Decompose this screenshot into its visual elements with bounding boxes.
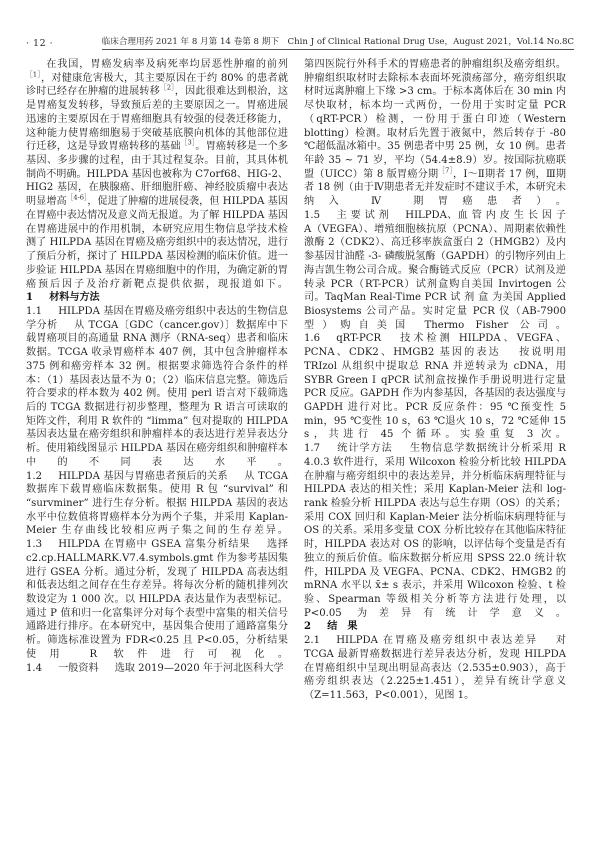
section-1-3-number: 1.3 bbox=[26, 539, 43, 551]
section-1-6 bbox=[304, 332, 566, 442]
section-heading-2 bbox=[304, 620, 566, 634]
paragraph-intro bbox=[26, 58, 288, 291]
section-1-3-text: 选择 c2.cp.HALLMARK.V7.4.symbols.gmt 作为参考基因集进行 GSEA 分析。通过分析，发现了 HILPDA 高表达组和低表达组之间存在生存差异。将每次分析的随机排列次数设定为 1 000 次。以 HILPDA 表达量作为表型标记。通过 P 值和归一化富集评分对每个表型中富集的相关信号通路进行排序。在本研究中，基因集合使用了通路富集分析。筛选标准设置为 FDR<0.25 且 P<0.05，分析结果使用 R 软件进行可视化。 bbox=[26, 539, 288, 660]
section-2-1-number: 2.1 bbox=[304, 635, 321, 647]
section-1-5-number: 1.5 bbox=[304, 209, 321, 221]
body-columns bbox=[26, 58, 574, 703]
section-1-4-cont-text-a: 第四医院行外科手术的胃癌患者的肿瘤组织及癌旁组织。肿瘤组织取材时去除标本表面坏死溃疡部分，癌旁组织取材时远离肿瘤上下缘 >3 cm。于标本离体后在 30 min 内尽快取材，标本均一式两份，一份用于实时定量 PCR（qRT-PCR）检测，一份用于蛋白印迹（Western blotting）检测。取材后先置于液氮中，然后转存于 -80 ℃超低温冰箱中。35 例患者中男 25 例，女 10 例。患者年龄 35 ~ 71 岁，平均（54.4±8.9）岁。按国际抗癌联盟（UICC）第 8 版胃癌分期 bbox=[304, 59, 566, 180]
section-1-7-title: 统计学方法 bbox=[336, 443, 393, 455]
section-1-7 bbox=[304, 442, 566, 620]
section-1-1-title: HILPDA 基因在胃癌及癌旁组织中表达的生物信息学分析 bbox=[26, 305, 288, 331]
section-2-1-title: HILPDA 在胃癌及癌旁组织中表达差异 bbox=[336, 635, 538, 647]
section-1-6-title: qRT-PCR bbox=[336, 333, 382, 345]
running-head bbox=[26, 30, 574, 50]
section-1-2-text: 从 TCGA 数据库下载胃癌临床数据集。使用 R 包 “survival” 和 “survminer” 进行生存分析。根据 HILPDA 基因的表达水平中位数值将胃癌样本分为两个子集，并采用 Kaplan-Meier 生存曲线比较相应两子集之间的生存差异。 bbox=[26, 470, 288, 537]
running-head-text: 临床合理用药 2021 年 8 月第 14 卷第 8 期下 Chin J of Clinical Rational Drug Use，August 2021，Vol.14 No.8C bbox=[101, 37, 574, 47]
section-1-4-cont-text-b: ，Ⅰ～Ⅱ期者 17 例，Ⅲ期者 18 例（由于Ⅳ期患者无并发症时不建议手术，本研究未纳入 Ⅳ 期胃癌患者）。 bbox=[304, 168, 566, 208]
section-2-1 bbox=[304, 634, 566, 703]
section-1-4-number: 1.4 bbox=[26, 662, 43, 674]
running-head-rule bbox=[102, 35, 574, 50]
intro-text-c: ，因此很难达到根治，这是胃癌复发转移，导致预后差的主要原因之一。胃癌进展迅速的主要原因在于胃癌细胞具有较强的侵袭迁移能力，这种能力使胃癌细胞易于突破基底膜向机体的其他部位进行迁移，这是导致胃癌转移的基础 bbox=[26, 86, 289, 153]
section-heading-1-title: 材料与方法 bbox=[49, 292, 100, 304]
section-1-6-title2: 技术检测 HILPDA、VEGFA、PCNA、CDK2、HMGB2 基因的表达 bbox=[304, 333, 566, 359]
section-1-5 bbox=[304, 209, 566, 332]
section-1-2-title: HILPDA 基因与胃癌患者预后的关系 bbox=[58, 470, 228, 482]
section-1-1-text: 从 TCGA〔GDC（cancer.gov）〕数据库中下载胃癌项目的高通量 RNA 测序（RNA-seq）患者和临床数据。TCGA 收录胃癌样本 407 例，其中包含肿瘤样本 375 例和癌旁样本 32 例。根据要求筛选符合条件的样本：（1）基因表达量不为 0；（2）临床信息完整。筛选后符合要求的样本数为 402 例。使用 perl 语言对下载筛选后的 TCGA 数据进行初步整理，整理为 R 语言可读取的矩阵文件，利用 R 软件的 “limma” 包对提取的 HILPDA 基因表达量在癌旁组织和肿瘤样本的表达进行差异表达分析。使用箱线图显示 HILPDA 基因在癌旁组织和肿瘤样本中的不同表达水平。 bbox=[26, 319, 289, 468]
ref-7: ［7］ bbox=[438, 166, 454, 175]
intro-text-e: ，促进了肿瘤的进展侵袭，但 HILPDA 基因在胃癌中表达情况及意义尚无报道。为了解 HILPDA 基因在胃癌进展中的作用机制，本研究应用生物信息学技术检测了 HILPDA 基因在胃癌及癌旁组织中的表达情况，进行了预后分析，探讨了 HILPDA 基因检测的临床价值。进一步验证 HILPDA 基因在胃癌细胞中的作用，为确定新的胃癌预后因子及治疗新靶点提供依据，现报道如下。 bbox=[26, 196, 288, 290]
left-column bbox=[26, 58, 288, 703]
section-2-1-text: 对 TCGA 最新胃癌数据进行差异表达分析，发现 HILPDA 在胃癌组织中呈现出明显高表达（2.535±0.903），高于癌旁组织表达（2.225±1.451），差异有统计学意义（Z=11.563，P<0.001），见图 1。 bbox=[304, 635, 567, 702]
section-1-4-continued bbox=[304, 58, 566, 209]
right-column bbox=[304, 58, 566, 703]
section-1-6-number: 1.6 bbox=[304, 333, 321, 345]
section-1-7-number: 1.7 bbox=[304, 443, 321, 455]
section-1-2 bbox=[26, 470, 288, 539]
section-1-4 bbox=[26, 662, 288, 676]
intro-text-a: 在我国，胃癌发病率及病死率均居恶性肿瘤的前列 bbox=[46, 59, 288, 70]
section-1-2-number: 1.2 bbox=[26, 470, 43, 482]
intro-text-d: 。胃癌转移是一个多基因、多步骤的过程，由于其过程复杂。目前，其具体机制尚不明确。HILPDA 基因也被称为 C7orf68、HIG-2、HIG2 基因，在胰腺癌、肝细胞肝癌、神经胶质瘤中表达明显增高 bbox=[26, 141, 289, 208]
section-1-1-number: 1.1 bbox=[26, 305, 43, 317]
ref-4-6: ［4-6］ bbox=[66, 193, 88, 202]
ref-1: ［1］ bbox=[26, 70, 41, 79]
section-1-7-text: 生物信息学数据统计分析采用 R 4.0.3 软件进行，采用 Wilcoxon 检验分析比较 HILPDA 在肿瘤与癌旁组织中的表达差异，并分析临床病理特征与 HILPDA 表达的相关性；采用 Kaplan-Meier 法和 log-rank 检验分析 HILPDA 表达与总生存期（OS）的关系；采用 COX 回归和 Kaplan-Meier 法分析临床病理特征与 OS 的关系。采用多变量 COX 分析比较存在其他临床特征时，HILPDA 表达对 OS 的影响，以评估每个变量是否有独立的预后价值。临床数据分析应用 SPSS 22.0 统计软件，HILPDA 及 VEGFA、PCNA、CDK2、HMGB2 的 mRNA 水平以 x̄± s 表示，并采用 Wilcoxon 检验、t 检验、Spearman 等级相关分析等方法进行处理，以 P<0.05 为差异有统计学意义。 bbox=[304, 443, 567, 619]
section-1-4-text: 选取 2019—2020 年于河北医科大学 bbox=[114, 662, 284, 674]
section-heading-2-title: 结 果 bbox=[327, 621, 358, 633]
ref-3: ［3］ bbox=[180, 138, 196, 147]
section-1-5-title: 主 要 试 剂 bbox=[336, 209, 390, 221]
section-heading-1-number: 1 bbox=[26, 292, 34, 304]
section-1-5-text: HILPDA、血 管 内 皮 生 长 因 子 A（VEGFA）、增殖细胞核抗原（PCNA）、周期素依赖性激酶 2（CDK2）、高迁移率族盒蛋白 2（HMGB2）及内参基因甘油醛 -3- 磷酸脱氢酶（GAPDH）的引物序列由上海吉凯生物公司合成。聚合酶链式反应（PCR）试剂及逆转录 PCR（RT-PCR）试剂盒购自美国 Invirtogen 公司。TaqMan Real-Time PCR 试 剂 盒 为美国 Applied Biosystems 公司产品。实时定量 PCR 仪（AB-7900 型）购自美国 Thermo Fisher 公司。 bbox=[304, 209, 566, 331]
ref-2: ［2］ bbox=[160, 84, 175, 93]
section-heading-1 bbox=[26, 291, 288, 305]
section-1-3-title: HILPDA 在胃癌中 GSEA 富集分析结果 bbox=[58, 539, 251, 551]
section-1-6-text: 按说明用 TRIzol 从组织中提取总 RNA 并逆转录为 cDNA，用 SYBR Green Ⅰ qPCR 试剂盒按操作手册说明进行定量 PCR 反应。GAPDH 作为内参基因，各基因的表达强度与 GAPDH 进行对比。PCR 反应条件：95 ℃预变性 5 min，95 ℃变性 10 s，63 ℃退火 10 s，72 ℃延伸 15 s，共进行 45 个循环。实验重复 3 次。 bbox=[304, 347, 567, 441]
page-folio: · 12 · bbox=[26, 38, 54, 49]
section-1-1 bbox=[26, 305, 288, 470]
section-1-3 bbox=[26, 538, 288, 661]
section-1-4-title: 一般资料 bbox=[58, 662, 99, 674]
intro-text-b: ，对健康危害极大，其主要原因在于约 80% 的患者就诊时已经存在肿瘤的进展转移 bbox=[26, 72, 288, 98]
section-heading-2-number: 2 bbox=[304, 621, 312, 633]
